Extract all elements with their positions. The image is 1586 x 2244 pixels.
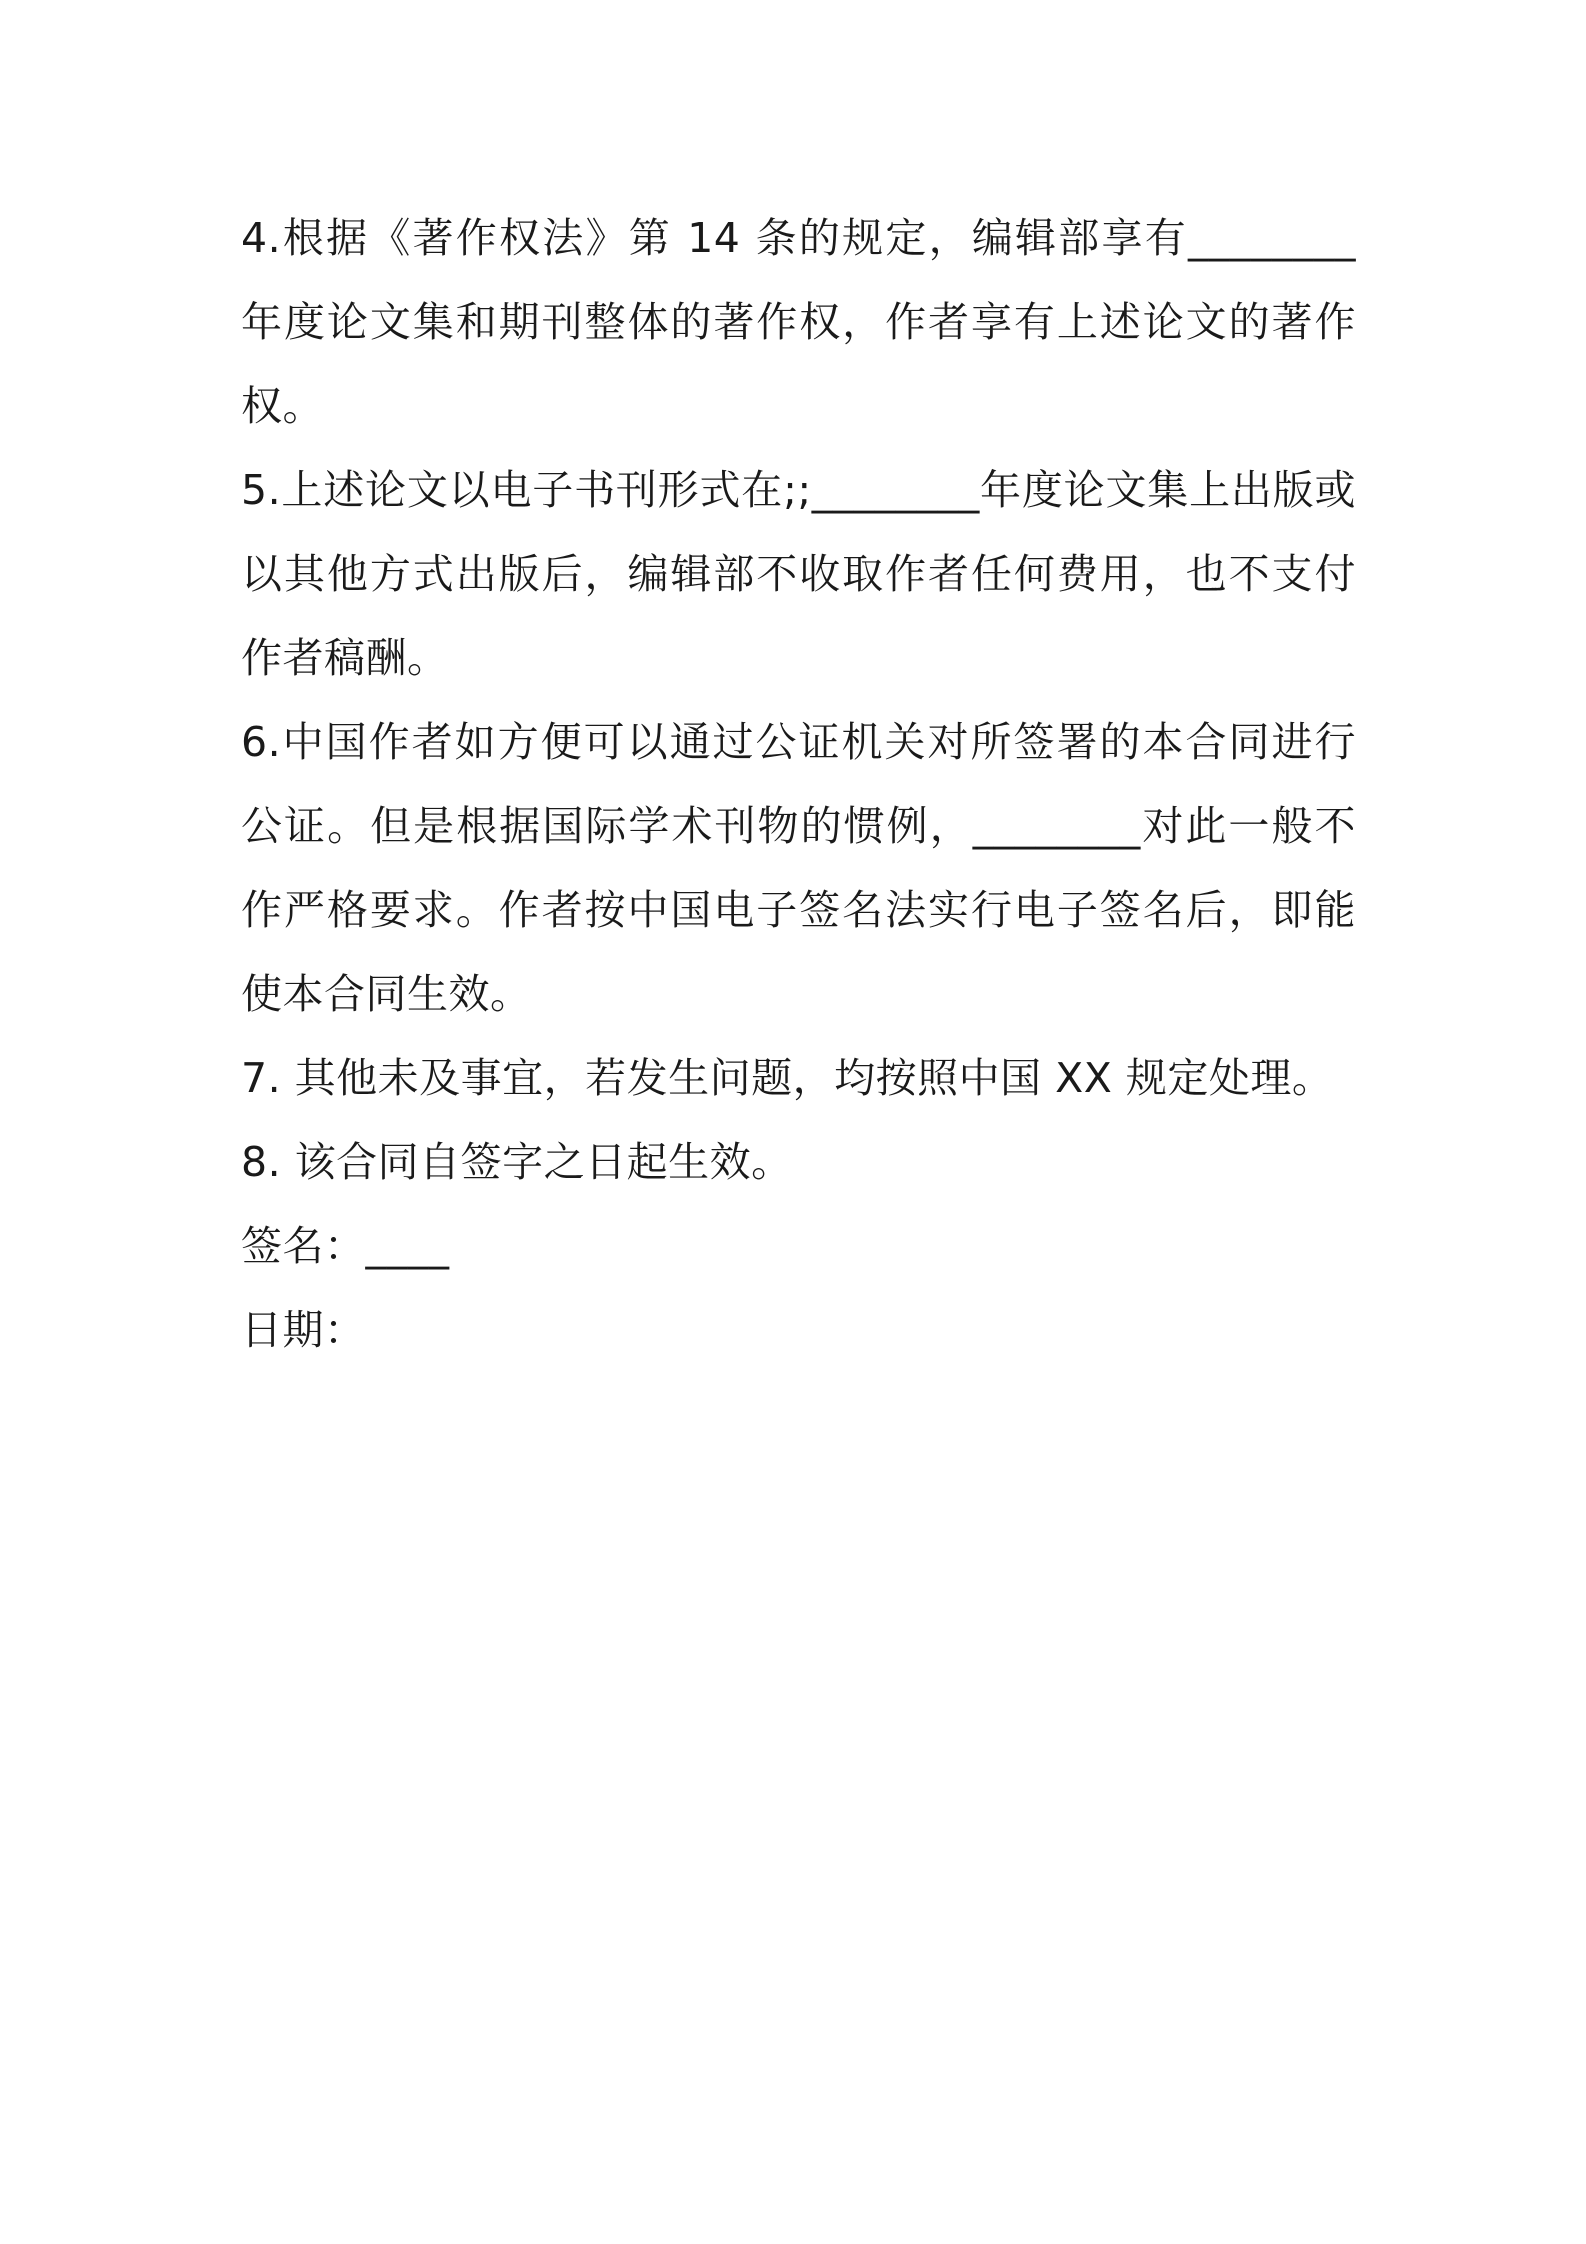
clause-7: 7. 其他未及事宜，若发生问题，均按照中国 XX 规定处理。 (241, 1054, 1334, 1102)
clause-4: 4.根据《著作权法》第 14 条的规定，编辑部享有________年度论文集和期刊整体的著作权，作者享有上述论文的著作权。 (241, 214, 1356, 430)
clause-5: 5.上述论文以电子书刊形式在;;________年度论文集上出版或以其他方式出版后，编辑部不收取作者任何费用，也不支付作者稿酬。 (241, 466, 1356, 682)
signature-line: 签名：____ (241, 1222, 450, 1270)
clause-6: 6.中国作者如方便可以通过公证机关对所签署的本合同进行公证。但是根据国际学术刊物的惯例，________对此一般不作严格要求。作者按中国电子签名法实行电子签名后，即能使本合同生效。 (241, 718, 1356, 1018)
date-line: 日期： (241, 1306, 366, 1354)
document-body (241, 196, 1356, 1372)
clause-8: 8. 该合同自签字之日起生效。 (241, 1138, 793, 1186)
